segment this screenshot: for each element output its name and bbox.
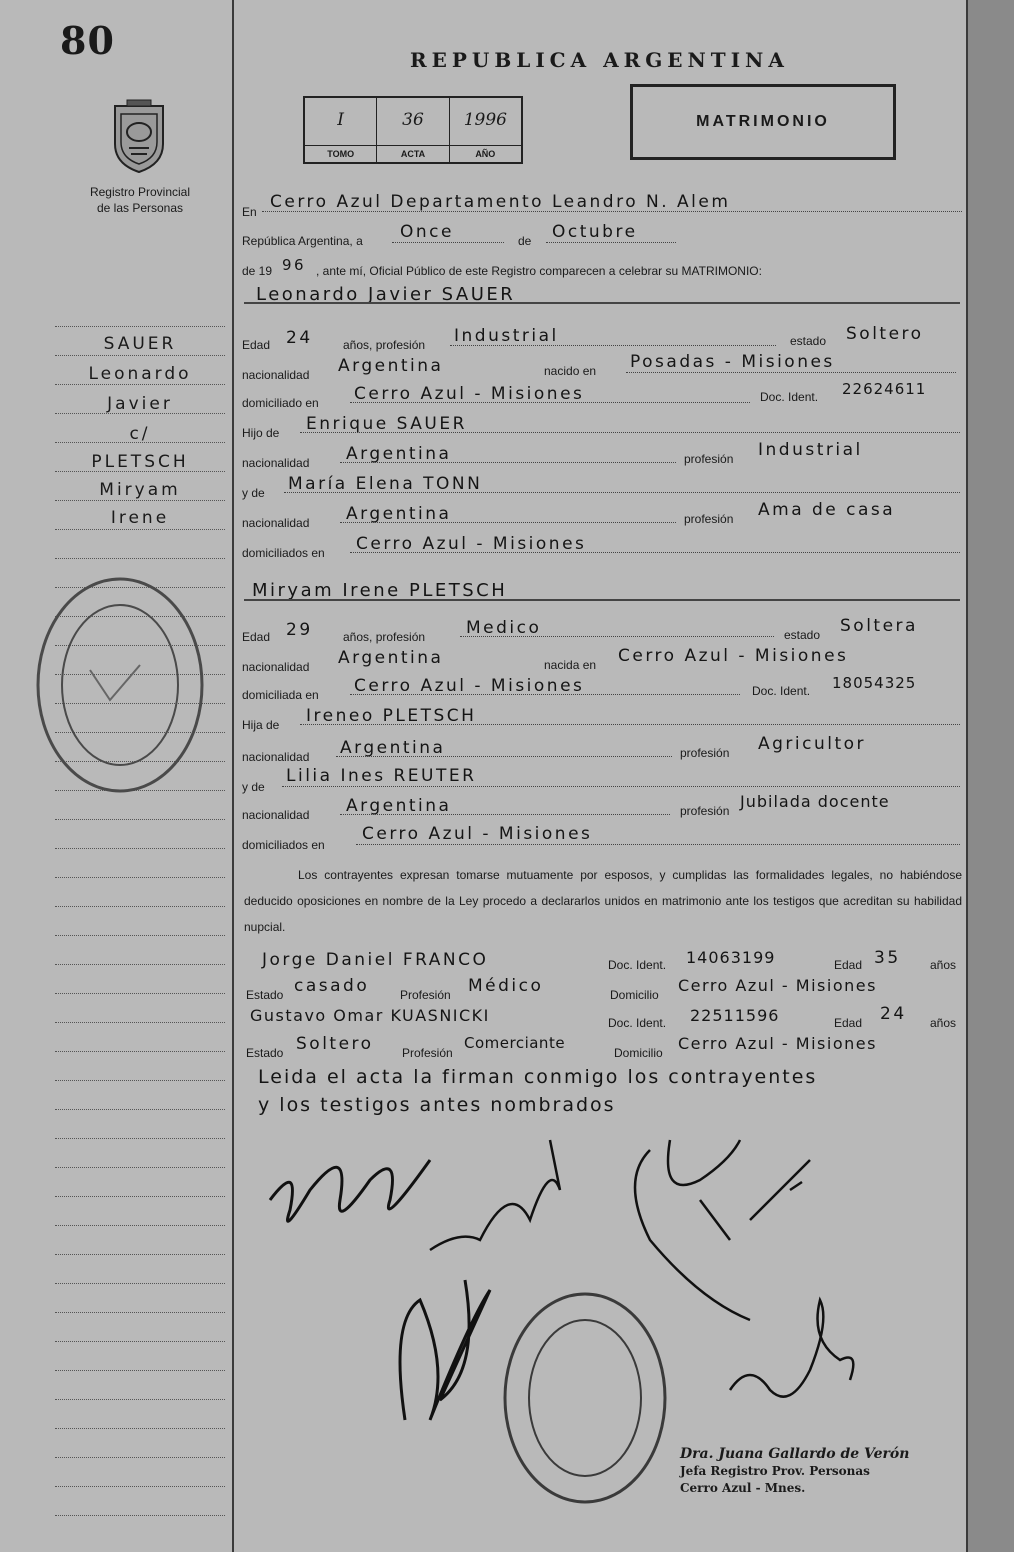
fill-line bbox=[300, 432, 960, 433]
acta-cell bbox=[377, 98, 449, 162]
page-number: 80 bbox=[60, 18, 115, 63]
groom-father: Enrique SAUER bbox=[306, 414, 467, 434]
nacionalidad-label: nacionalidad bbox=[242, 660, 310, 674]
profesion-label: profesión bbox=[684, 452, 734, 466]
profesion-label: profesión bbox=[680, 804, 730, 818]
margin-note-line: PLETSCH bbox=[91, 452, 189, 472]
fill-line bbox=[392, 242, 504, 243]
margin-rule-line bbox=[55, 355, 225, 356]
fill-line bbox=[336, 756, 672, 757]
witness-2-domicile: Cerro Azul - Misiones bbox=[678, 1034, 877, 1053]
ano-label: AÑO bbox=[450, 145, 521, 162]
estado-label: Estado bbox=[246, 988, 284, 1002]
fill-line bbox=[300, 724, 960, 725]
domicilio-label: domiciliado en bbox=[242, 396, 319, 410]
anos-label: años bbox=[930, 958, 957, 972]
margin-rule-line bbox=[55, 1167, 225, 1168]
fill-line bbox=[340, 814, 670, 815]
declaration-body: Los contrayentes expresan tomarse mutuamente por esposos, y cumplidas las formalidades legales, no habiéndose deducido oposiciones en nombre de la Ley procedo a declararlos unidos en matrimonio ante los testigos que acreditan su habilidad nupcial. bbox=[244, 868, 962, 934]
margin-note-line: Leonardo bbox=[88, 364, 192, 384]
margin-rule-line bbox=[55, 1138, 225, 1139]
margin-rule-line bbox=[55, 993, 225, 994]
closing-line-1: Leida el acta la firman conmigo los contrayentes bbox=[258, 1066, 818, 1088]
margin-rule-line bbox=[55, 1486, 225, 1487]
margin-note-line: Irene bbox=[110, 508, 170, 528]
nacido-label: nacido en bbox=[544, 364, 597, 378]
domicilio-label: Domicilio bbox=[614, 1046, 663, 1060]
anos-label: años bbox=[930, 1016, 957, 1030]
margin-note-line: Javier bbox=[107, 394, 173, 414]
profesion-label: Profesión bbox=[400, 988, 451, 1002]
tomo-label: TOMO bbox=[305, 145, 376, 162]
record-type-box: MATRIMONIO bbox=[630, 84, 896, 160]
profesion-label: profesión bbox=[684, 512, 734, 526]
fill-line bbox=[350, 552, 960, 553]
name-line bbox=[244, 302, 960, 304]
fill-line bbox=[356, 844, 960, 845]
margin-rule-line bbox=[55, 1399, 225, 1400]
acta-label: ACTA bbox=[377, 145, 448, 162]
edad-label: Edad bbox=[242, 338, 271, 352]
yde-label: y de bbox=[242, 780, 265, 794]
witness-1-profession: Médico bbox=[468, 976, 544, 996]
official-location: Cerro Azul - Mnes. bbox=[680, 1481, 806, 1495]
bride-nationality: Argentina bbox=[338, 648, 444, 668]
bride-mother: Lilia Ines REUTER bbox=[286, 766, 477, 786]
margin-rule-line bbox=[55, 1283, 225, 1284]
bride-birthplace: Cerro Azul - Misiones bbox=[618, 646, 849, 666]
nacionalidad-label: nacionalidad bbox=[242, 808, 310, 822]
margin-rule-line bbox=[55, 1109, 225, 1110]
republica-label: República Argentina, a bbox=[242, 234, 363, 248]
official-title: Jefa Registro Prov. Personas bbox=[680, 1464, 870, 1478]
groom-father-nationality: Argentina bbox=[346, 444, 452, 464]
profesion-label: profesión bbox=[680, 746, 730, 760]
closing-line-2: y los testigos antes nombrados bbox=[258, 1094, 616, 1116]
bride-father-nationality: Argentina bbox=[340, 738, 446, 758]
nacida-label: nacida en bbox=[544, 658, 597, 672]
acta-value: 36 bbox=[402, 110, 424, 130]
margin-rule-line bbox=[55, 1341, 225, 1342]
fill-line bbox=[262, 211, 962, 212]
estado-label: estado bbox=[790, 334, 827, 348]
edad-label: Edad bbox=[242, 630, 271, 644]
margin-rule-line bbox=[55, 1428, 225, 1429]
bride-father-profession: Agricultor bbox=[758, 734, 867, 754]
groom-domicile: Cerro Azul - Misiones bbox=[354, 384, 585, 404]
groom-mother-nationality: Argentina bbox=[346, 504, 452, 524]
margin-rule-line bbox=[55, 1457, 225, 1458]
province-seal-icon bbox=[107, 92, 171, 174]
page-edge bbox=[968, 0, 1014, 1552]
document-title: REPUBLICA ARGENTINA bbox=[410, 48, 789, 72]
bride-mother-nationality: Argentina bbox=[346, 796, 452, 816]
margin-rule-line bbox=[55, 819, 225, 820]
registry-line-2: de las Personas bbox=[96, 201, 184, 215]
fill-line bbox=[450, 345, 776, 346]
tomo-value: I bbox=[337, 110, 345, 130]
bride-parents-domicile: Cerro Azul - Misiones bbox=[362, 824, 593, 844]
profesion-label: años, profesión bbox=[343, 338, 426, 352]
groom-status: Soltero bbox=[846, 324, 924, 344]
margin-rule-line bbox=[55, 558, 225, 559]
signatures-icon bbox=[230, 1120, 970, 1450]
witness-1-age: 35 bbox=[874, 948, 901, 968]
margin-rule-line bbox=[55, 1022, 225, 1023]
fill-line bbox=[284, 492, 960, 493]
margin-rule-line bbox=[55, 384, 225, 385]
groom-nationality: Argentina bbox=[338, 356, 444, 376]
doc-label: Doc. Ident. bbox=[608, 958, 667, 972]
margin-rule-line bbox=[55, 500, 225, 501]
ano-value: 1996 bbox=[463, 110, 507, 130]
groom-profession: Industrial bbox=[454, 326, 559, 346]
official-name: Dra. Juana Gallardo de Verón bbox=[680, 1446, 910, 1462]
bride-doc: 18054325 bbox=[832, 674, 917, 692]
fill-line bbox=[350, 694, 740, 695]
registry-name bbox=[60, 184, 220, 216]
fill-line bbox=[460, 636, 774, 637]
witness-1-domicile: Cerro Azul - Misiones bbox=[678, 976, 877, 995]
witness-1-doc: 14063199 bbox=[686, 948, 776, 967]
estado-label: estado bbox=[784, 628, 821, 642]
edad-label: Edad bbox=[834, 958, 863, 972]
profesion-label: Profesión bbox=[402, 1046, 453, 1060]
groom-mother-profession: Ama de casa bbox=[758, 500, 896, 520]
profesion-label: años, profesión bbox=[343, 630, 426, 644]
margin-rule-line bbox=[55, 1370, 225, 1371]
groom-father-profession: Industrial bbox=[758, 440, 863, 460]
bride-age: 29 bbox=[286, 620, 313, 640]
witness-2-status: Soltero bbox=[296, 1034, 374, 1054]
margin-note-line: SAUER bbox=[103, 334, 177, 354]
official-signature-block bbox=[680, 1446, 909, 1497]
month-value: Octubre bbox=[552, 222, 638, 242]
registry-stamp-icon bbox=[30, 570, 210, 800]
doc-label: Doc. Ident. bbox=[608, 1016, 667, 1030]
groom-parents-domicile: Cerro Azul - Misiones bbox=[356, 534, 587, 554]
margin-rule-line bbox=[55, 529, 225, 530]
day-value: Once bbox=[400, 222, 454, 242]
fill-line bbox=[340, 522, 676, 523]
groom-birthplace: Posadas - Misiones bbox=[630, 352, 835, 372]
domiciliada-label: domiciliada en bbox=[242, 688, 319, 702]
groom-mother: María Elena TONN bbox=[288, 474, 483, 494]
registry-line-1: Registro Provincial bbox=[89, 185, 191, 199]
groom-doc: 22624611 bbox=[842, 380, 927, 398]
bride-mother-profession: Jubilada docente bbox=[740, 792, 890, 811]
bride-father: Ireneo PLETSCH bbox=[306, 706, 477, 726]
domiciliados-label: domiciliados en bbox=[242, 546, 325, 560]
doc-label: Doc. Ident. bbox=[760, 390, 819, 404]
margin-rule-line bbox=[55, 964, 225, 965]
witness-2-doc: 22511596 bbox=[690, 1006, 780, 1025]
fill-line bbox=[350, 402, 750, 403]
bride-domicile: Cerro Azul - Misiones bbox=[354, 676, 585, 696]
margin-note-line: c/ bbox=[129, 424, 151, 444]
witness-2-age: 24 bbox=[880, 1004, 907, 1024]
bride-profession: Medico bbox=[466, 618, 542, 638]
year-value: 96 bbox=[282, 256, 307, 274]
witness-2-profession: Comerciante bbox=[464, 1034, 566, 1052]
nacionalidad-label: nacionalidad bbox=[242, 368, 310, 382]
fill-line bbox=[340, 462, 676, 463]
official-text: , ante mí, Oficial Público de este Registro comparecen a celebrar su MATRIMONIO: bbox=[316, 264, 762, 278]
margin-rule-line bbox=[55, 326, 225, 327]
nacionalidad-label: nacionalidad bbox=[242, 456, 310, 470]
hijo-label: Hijo de bbox=[242, 426, 280, 440]
margin-rule-line bbox=[55, 877, 225, 878]
hija-label: Hija de bbox=[242, 718, 280, 732]
groom-name: Leonardo Javier SAUER bbox=[256, 284, 516, 305]
fill-line bbox=[282, 786, 960, 787]
place-value: Cerro Azul Departamento Leandro N. Alem bbox=[270, 192, 731, 212]
margin-rule-line bbox=[55, 1515, 225, 1516]
margin-note-line: Miryam bbox=[99, 480, 181, 500]
witness-1-status: casado bbox=[294, 976, 370, 996]
bride-status: Soltera bbox=[840, 616, 918, 636]
margin-rule-line bbox=[55, 848, 225, 849]
estado-label: Estado bbox=[246, 1046, 284, 1060]
declaration-text bbox=[244, 862, 962, 940]
domiciliados-label: domiciliados en bbox=[242, 838, 325, 852]
margin-rule-line bbox=[55, 1080, 225, 1081]
nacionalidad-label: nacionalidad bbox=[242, 750, 310, 764]
witness-2-name: Gustavo Omar KUASNICKI bbox=[250, 1006, 490, 1025]
doc-label: Doc. Ident. bbox=[752, 684, 811, 698]
margin-rule-line bbox=[55, 1312, 225, 1313]
margin-rule-line bbox=[55, 1051, 225, 1052]
margin-rule-line bbox=[55, 1254, 225, 1255]
margin-rule-line bbox=[55, 1196, 225, 1197]
nacionalidad-label: nacionalidad bbox=[242, 516, 310, 530]
fill-line bbox=[546, 242, 676, 243]
margin-rule-line bbox=[55, 906, 225, 907]
witness-1-name: Jorge Daniel FRANCO bbox=[262, 950, 489, 970]
bride-name: Miryam Irene PLETSCH bbox=[252, 580, 508, 601]
yde-label: y de bbox=[242, 486, 265, 500]
edad-label: Edad bbox=[834, 1016, 863, 1030]
fill-line bbox=[626, 372, 956, 373]
de-label: de bbox=[518, 234, 532, 248]
margin-rule-line bbox=[55, 935, 225, 936]
groom-age: 24 bbox=[286, 328, 313, 348]
domicilio-label: Domicilio bbox=[610, 988, 659, 1002]
en-label: En bbox=[242, 205, 257, 219]
ano-cell bbox=[450, 98, 521, 162]
tomo-cell bbox=[305, 98, 377, 162]
name-line bbox=[244, 599, 960, 601]
year-prefix: de 19 bbox=[242, 264, 273, 278]
margin-rule-line bbox=[55, 1225, 225, 1226]
record-box bbox=[303, 96, 523, 164]
